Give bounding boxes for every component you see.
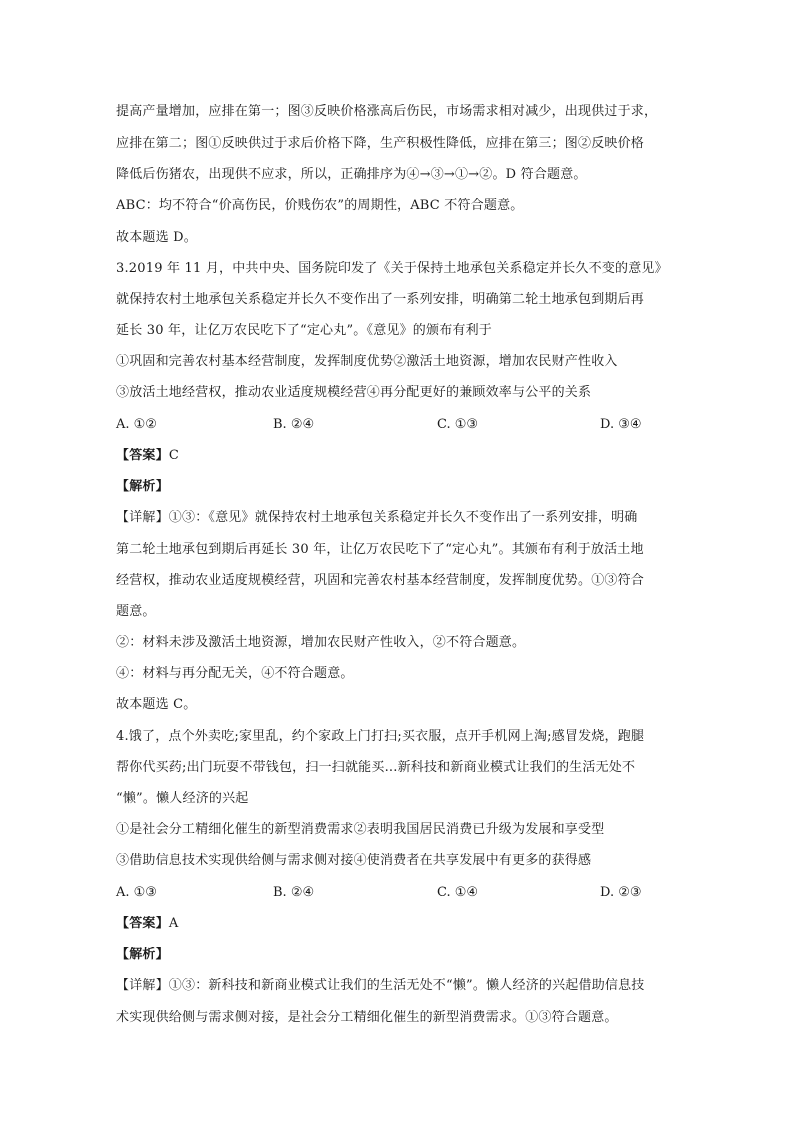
q3-option-b: B. ②④: [273, 417, 315, 432]
answer-label: 【答案】: [116, 448, 169, 463]
q3-stem-line: 3.2019 年 11 月，中共中央、国务院印发了《关于保持土地承包关系稳定并长久不变的意见》: [116, 261, 668, 276]
q4-option-c: C. ①④: [437, 885, 479, 900]
q3-analysis-label: 【解析】: [116, 479, 169, 494]
q3-detail-line: 经营权，推动农业适度规模经营，巩固和完善农村基本经营制度，发挥制度优势。①③符合: [116, 573, 645, 588]
q3-detail-line: 【详解】①③：《意见》就保持农村土地承包关系稳定并长久不变作出了一系列安排，明确: [116, 510, 638, 525]
q3-stem-line: 延长 30 年，让亿万农民吃下了“定心丸”。《意见》的颁布有利于: [116, 323, 492, 338]
q3-option-a: A. ①②: [116, 417, 157, 432]
q4-answer: [116, 916, 686, 932]
q4-stem-line: 4.饿了，点个外卖吃;家里乱，约个家政上门打扫;买衣服，点开手机网上淘;感冒发烧，跑腿: [116, 729, 645, 744]
q4-option-b: B. ②④: [273, 885, 315, 900]
q3-option-c: C. ①③: [437, 417, 479, 432]
q4-stem-line: “懒”。懒人经济的兴起: [116, 791, 249, 806]
q2-text-line: ABC：均不符合“价高伤民，价贱伤农”的周期性，ABC 不符合题意。: [116, 198, 524, 213]
answer-value: A: [168, 916, 179, 931]
q3-stem-line: 就保持农村土地承包关系稳定并长久不变作出了一系列安排，明确第二轮土地承包到期后再: [116, 292, 645, 307]
q3-detail-line: ④：材料与再分配无关，④不符合题意。: [116, 666, 354, 681]
answer-value: C: [168, 448, 179, 463]
q2-conclusion: 故本题选 D。: [116, 230, 197, 245]
q2-text-line: 降低后伤猪农，出现供不应求，所以，正确排序为④→③→①→②。D 符合题意。: [116, 167, 587, 182]
q4-option-d: D. ②③: [600, 885, 642, 900]
answer-label: 【答案】: [116, 916, 169, 931]
q4-stem-line: 帮你代买药;出门玩耍不带钱包，扫一扫就能买...新科技和新商业模式让我们的生活无处不: [116, 760, 636, 775]
q4-detail-line: 【详解】①③：新科技和新商业模式让我们的生活无处不“懒”。懒人经济的兴起借助信息技: [116, 978, 645, 993]
q4-option-a: A. ①③: [116, 885, 157, 900]
q2-text-line: 提高产量增加，应排在第一；图③反映价格涨高后伤民，市场需求相对减少，出现供过于求，: [116, 104, 658, 119]
q3-detail-line: ②：材料未涉及激活土地资源，增加农民财产性收入，②不符合题意。: [116, 635, 526, 650]
q4-detail-line: 术实现供给侧与需求侧对接，是社会分工精细化催生的新型消费需求。①③符合题意。: [116, 1010, 618, 1025]
q3-statement-line: ①巩固和完善农村基本经营制度，发挥制度优势②激活土地资源，增加农民财产性收入: [116, 354, 618, 369]
q4-analysis-label: 【解析】: [116, 947, 169, 962]
q3-statement-line: ③放活土地经营权，推动农业适度规模经营④再分配更好的兼顾效率与公平的关系: [116, 385, 592, 400]
q4-statement-line: ③借助信息技术实现供给侧与需求侧对接④使消费者在共享发展中有更多的获得感: [116, 853, 592, 868]
q3-detail-line: 题意。: [116, 604, 156, 619]
q3-conclusion: 故本题选 C。: [116, 697, 197, 712]
q3-option-d: D. ③④: [600, 417, 642, 432]
q4-statement-line: ①是社会分工精细化催生的新型消费需求②表明我国居民消费已升级为发展和享受型: [116, 822, 605, 837]
q2-text-line: 应排在第二；图①反映供过于求后价格下降，生产积极性降低，应排在第三；图②反映价格: [116, 136, 645, 151]
q3-detail-line: 第二轮土地承包到期后再延长 30 年，让亿万农民吃下了“定心丸”。其颁布有利于放活土地: [116, 542, 644, 557]
q3-answer: [116, 448, 686, 464]
